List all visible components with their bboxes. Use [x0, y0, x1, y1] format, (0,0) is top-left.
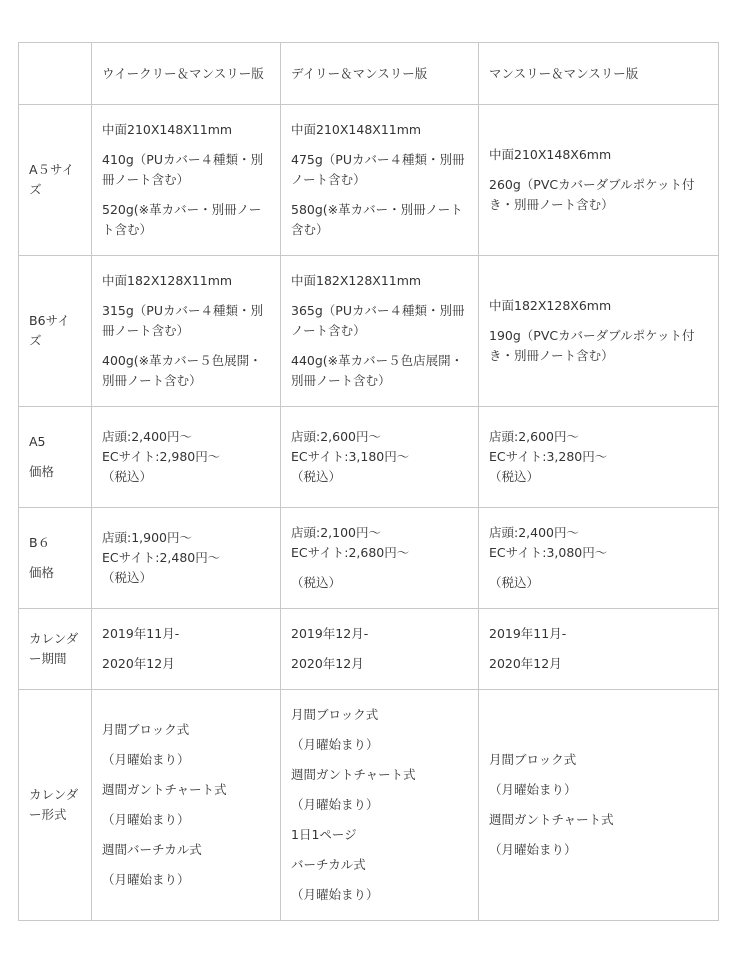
header-row [19, 43, 719, 105]
header-corner-cell [19, 43, 92, 105]
header-daily-monthly: デイリー＆マンスリー版 [281, 43, 479, 105]
tax-note: （税込） [489, 469, 540, 484]
ec-price: ECサイト:3,180円～ [291, 449, 410, 464]
format-line: （月曜始まり） [102, 752, 190, 767]
price-cell [281, 407, 479, 508]
ec-price: ECサイト:3,280円～ [489, 449, 608, 464]
spec-cell [92, 256, 281, 407]
ec-price: ECサイト:2,980円～ [102, 449, 221, 464]
format-cell [281, 690, 479, 921]
table-row-a5-size [19, 105, 719, 256]
format-line: （月曜始まり） [291, 887, 379, 902]
period-cell [479, 609, 719, 690]
row-label [19, 690, 92, 921]
format-line: （月曜始まり） [489, 782, 577, 797]
format-line: 月間ブロック式 [291, 707, 379, 722]
row-label-text: 価格 [29, 464, 55, 479]
weight-text: 475g（PUカバー４種類・別冊ノート含む） [291, 152, 465, 187]
format-line: （月曜始まり） [102, 872, 190, 887]
weight-text: 190g（PVCカバーダブルポケット付き・別冊ノート含む） [489, 328, 695, 363]
price-cell [92, 407, 281, 508]
row-label-text: カレンダー期間 [29, 631, 79, 666]
store-price: 店頭:2,600円～ [291, 429, 381, 444]
format-line: （月曜始まり） [291, 797, 379, 812]
tax-note: （税込） [102, 469, 153, 484]
format-line: 週間バーチカル式 [102, 842, 202, 857]
format-cell [92, 690, 281, 921]
format-line: 1日1ページ [291, 827, 357, 842]
dimension-text: 中面210X148X11mm [291, 122, 422, 137]
row-label-text: 価格 [29, 565, 55, 580]
weight-text: 260g（PVCカバーダブルポケット付き・別冊ノート含む） [489, 177, 695, 212]
format-line: バーチカル式 [291, 857, 366, 872]
tax-note: （税込） [291, 469, 342, 484]
row-label [19, 105, 92, 256]
format-line: 週間ガントチャート式 [102, 782, 227, 797]
format-line: 週間ガントチャート式 [291, 767, 416, 782]
dimension-text: 中面210X148X6mm [489, 147, 612, 162]
spec-cell [92, 105, 281, 256]
spec-cell [281, 105, 479, 256]
dimension-text: 中面182X128X6mm [489, 298, 612, 313]
row-label [19, 508, 92, 609]
spec-table [18, 42, 719, 921]
table-row-calendar-period [19, 609, 719, 690]
tax-note: （税込） [489, 575, 540, 590]
spec-cell [479, 256, 719, 407]
format-line: 月間ブロック式 [102, 722, 190, 737]
weight-text: 365g（PUカバー４種類・別冊ノート含む） [291, 303, 465, 338]
row-label-text: A5 [29, 434, 46, 449]
weight-text: 440g(※革カバー５色店展開・別冊ノート含む） [291, 353, 464, 388]
tax-note: （税込） [102, 570, 153, 585]
format-cell [479, 690, 719, 921]
dimension-text: 中面182X128X11mm [291, 273, 422, 288]
price-cell [479, 508, 719, 609]
tax-note: （税込） [291, 575, 342, 590]
store-price: 店頭:2,100円～ [291, 525, 381, 540]
row-label-text: カレンダー形式 [29, 787, 79, 822]
header-monthly-monthly: マンスリー＆マンスリー版 [479, 43, 719, 105]
table-row-b6-size [19, 256, 719, 407]
row-label [19, 609, 92, 690]
period-start: 2019年11月- [102, 626, 180, 641]
store-price: 店頭:2,600円～ [489, 429, 579, 444]
row-label-text: A５サイズ [29, 162, 75, 197]
period-end: 2020年12月 [291, 656, 364, 671]
header-weekly-monthly: ウイークリー＆マンスリー版 [92, 43, 281, 105]
period-start: 2019年11月- [489, 626, 567, 641]
price-cell [281, 508, 479, 609]
period-cell [281, 609, 479, 690]
weight-text: 520g(※革カバー・別冊ノート含む） [102, 202, 262, 237]
table-row-calendar-format [19, 690, 719, 921]
table-row-a5-price [19, 407, 719, 508]
store-price: 店頭:1,900円～ [102, 530, 192, 545]
price-cell [92, 508, 281, 609]
ec-price: ECサイト:3,080円～ [489, 545, 608, 560]
period-end: 2020年12月 [489, 656, 562, 671]
row-label [19, 256, 92, 407]
format-line: （月曜始まり） [102, 812, 190, 827]
weight-text: 315g（PUカバー４種類・別冊ノート含む） [102, 303, 263, 338]
weight-text: 580g(※革カバー・別冊ノート含む） [291, 202, 463, 237]
store-price: 店頭:2,400円～ [102, 429, 192, 444]
format-line: 週間ガントチャート式 [489, 812, 614, 827]
row-label-text: B６ [29, 535, 51, 550]
row-label [19, 407, 92, 508]
weight-text: 400g(※革カバー５色展開・別冊ノート含む） [102, 353, 262, 388]
spec-cell [281, 256, 479, 407]
ec-price: ECサイト:2,480円～ [102, 550, 221, 565]
price-cell [479, 407, 719, 508]
period-start: 2019年12月- [291, 626, 369, 641]
period-cell [92, 609, 281, 690]
row-label-text: B6サイズ [29, 313, 70, 348]
dimension-text: 中面210X148X11mm [102, 122, 233, 137]
dimension-text: 中面182X128X11mm [102, 273, 233, 288]
table-row-b6-price [19, 508, 719, 609]
format-line: 月間ブロック式 [489, 752, 577, 767]
store-price: 店頭:2,400円～ [489, 525, 579, 540]
period-end: 2020年12月 [102, 656, 175, 671]
ec-price: ECサイト:2,680円～ [291, 545, 410, 560]
weight-text: 410g（PUカバー４種類・別冊ノート含む） [102, 152, 263, 187]
format-line: （月曜始まり） [489, 842, 577, 857]
format-line: （月曜始まり） [291, 737, 379, 752]
spec-cell [479, 105, 719, 256]
